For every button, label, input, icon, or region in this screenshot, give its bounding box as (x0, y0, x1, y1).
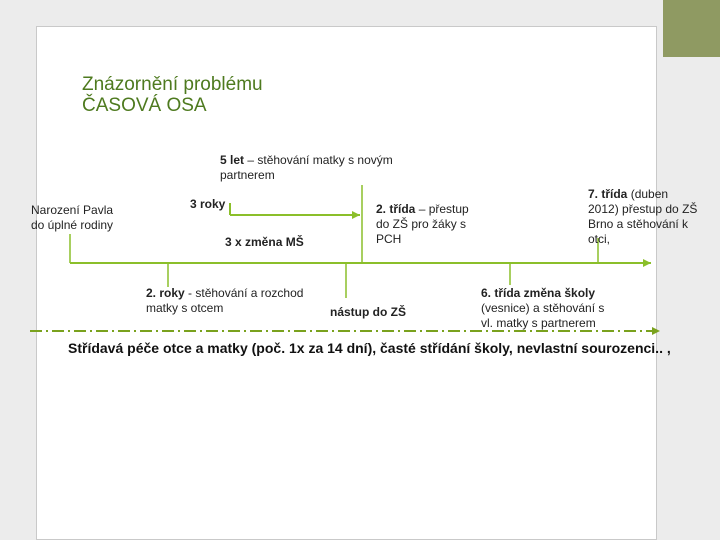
event-grade2-left-bold: 2. roky (146, 286, 185, 300)
event-age3-text: 3 roky (190, 197, 226, 211)
event-grade7 (588, 187, 700, 247)
title-line-2: ČASOVÁ OSA (82, 95, 207, 116)
event-grade6 (481, 286, 616, 331)
event-kindergarten-text: 3 x změna MŠ (225, 235, 304, 249)
event-kindergarten (225, 235, 304, 250)
event-age3 (190, 197, 225, 212)
event-grade2-text: – přestup do ZŠ pro žáky s PCH (376, 202, 469, 246)
event-grade2-bold: 2. třída (376, 202, 416, 216)
event-grade2-left-text: - stěhování a rozchod matky s otcem (146, 286, 304, 315)
event-grade7-bold: 7. třída (588, 187, 628, 201)
event-grade6-bold: 6. třída změna školy (481, 286, 596, 300)
title-line-1: Znázornění problému (82, 74, 263, 95)
event-birth-text: Narození Pavla do úplné rodiny (31, 203, 114, 232)
event-age5-text: – stěhování matky s novým partnerem (220, 153, 393, 182)
event-grade2-left (146, 286, 311, 316)
event-grade2 (376, 202, 476, 247)
event-grade7-text: (duben 2012) přestup do ZŠ Brno a stěhování k otci, (588, 187, 698, 246)
event-birth (31, 203, 121, 233)
event-age5-bold: 5 let (220, 153, 245, 167)
event-school-entry (330, 305, 406, 320)
event-grade6-text: (vesnice) a stěhování s vl. matky s partnerem (481, 301, 605, 330)
summary-text: Střídavá péče otce a matky (poč. 1x za 14 dní), časté střídání školy, nevlastní sourozenci.. , (68, 340, 671, 356)
event-school-entry-text: nástup do ZŠ (330, 305, 406, 319)
event-age5 (220, 153, 405, 183)
